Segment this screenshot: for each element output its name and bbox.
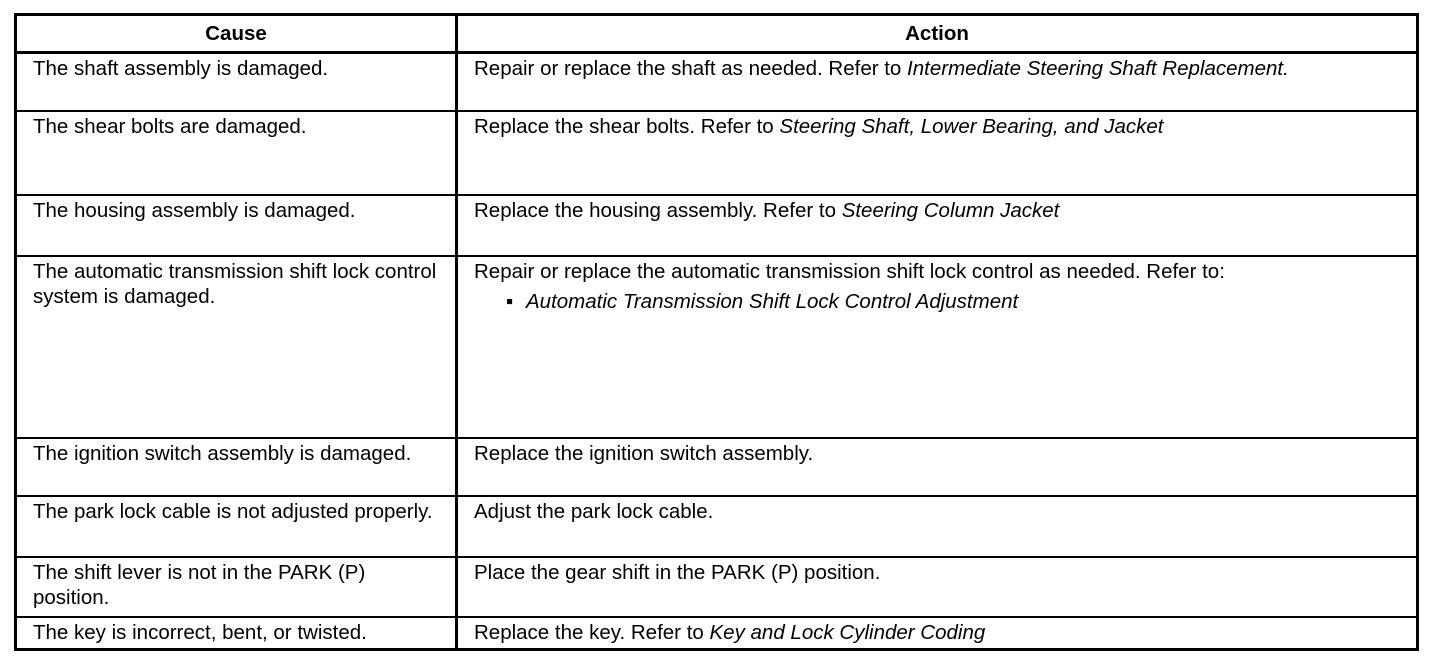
table-row [16, 438, 1418, 496]
action-text: Replace the shear bolts. Refer to [474, 114, 774, 138]
action-cell [457, 438, 1418, 496]
column-header-cause: Cause [16, 15, 457, 53]
column-header-action: Action [457, 15, 1418, 53]
bullet-icon: ▪ [506, 289, 514, 313]
action-cell [457, 617, 1418, 650]
action-cell [457, 111, 1418, 195]
cause-cell: The housing assembly is damaged. [16, 195, 457, 256]
action-cell [457, 195, 1418, 256]
action-text: Replace the key. Refer to [474, 620, 704, 644]
reference-list-item [506, 289, 1406, 314]
table-row [16, 53, 1418, 111]
table-row [16, 557, 1418, 617]
table-row [16, 496, 1418, 557]
diagnostic-table [14, 13, 1419, 651]
action-cell [457, 496, 1418, 557]
table-header-row [16, 15, 1418, 53]
cause-cell: The shear bolts are damaged. [16, 111, 457, 195]
reference-text: Automatic Transmission Shift Lock Control Adjustment [526, 289, 1019, 313]
reference-text: Steering Column Jacket [841, 198, 1060, 222]
action-cell [457, 53, 1418, 111]
reference-text: Steering Shaft, Lower Bearing, and Jacket [779, 114, 1164, 138]
action-text: Repair or replace the automatic transmission shift lock control as needed. Refer to: [474, 259, 1225, 283]
cause-cell: The shaft assembly is damaged. [16, 53, 457, 111]
table-row [16, 256, 1418, 438]
table-row [16, 111, 1418, 195]
action-text: Place the gear shift in the PARK (P) position. [474, 560, 881, 584]
reference-text: Key and Lock Cylinder Coding [709, 620, 986, 644]
cause-cell: The key is incorrect, bent, or twisted. [16, 617, 457, 650]
action-text: Adjust the park lock cable. [474, 499, 714, 523]
action-cell [457, 557, 1418, 617]
table-row [16, 195, 1418, 256]
action-text: Repair or replace the shaft as needed. Refer to [474, 57, 902, 80]
action-text: Replace the ignition switch assembly. [474, 441, 814, 465]
action-text: Replace the housing assembly. Refer to [474, 198, 836, 222]
cause-cell: The shift lever is not in the PARK (P) position. [16, 557, 457, 617]
table-row [16, 617, 1418, 650]
action-cell [457, 256, 1418, 438]
reference-text: Intermediate Steering Shaft Replacement. [907, 57, 1289, 80]
cause-cell: The automatic transmission shift lock control system is damaged. [16, 256, 457, 438]
reference-list [474, 289, 1406, 314]
cause-cell: The ignition switch assembly is damaged. [16, 438, 457, 496]
cause-cell: The park lock cable is not adjusted properly. [16, 496, 457, 557]
